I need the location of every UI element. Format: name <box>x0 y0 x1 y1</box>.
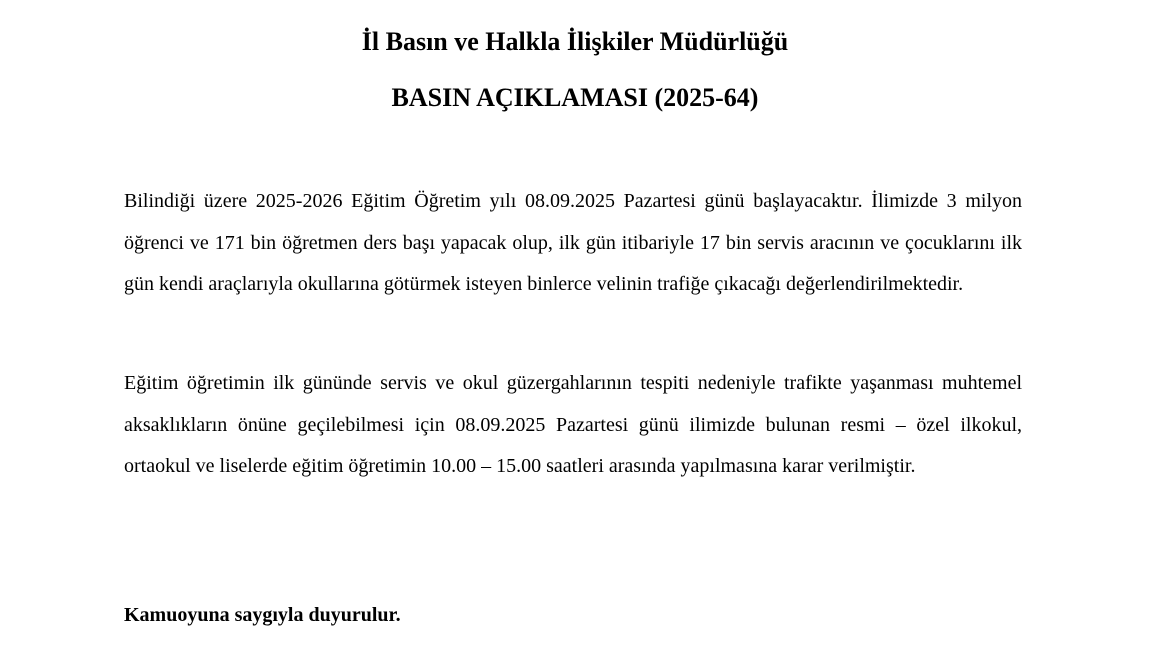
closing-statement: Kamuoyuna saygıyla duyurulur. <box>124 604 401 626</box>
body-paragraph-1: Bilindiği üzere 2025-2026 Eğitim Öğretim yılı 08.09.2025 Pazartesi günü başlayacaktır. İlimizde 3 milyon öğrenci ve 171 bin öğretmen ders başı yapacak olup, ilk gün itibariyle 17 bin servis aracının ve çocuklarını ilk gün kendi araçlarıyla okullarına götürmek isteyen binlerce velinin trafiğe çıkacağı değerlendirilmektedir. <box>124 190 1022 295</box>
body-paragraph-2: Eğitim öğretimin ilk gününde servis ve okul güzergahlarının tespiti nedeniyle trafikte yaşanması muhtemel aksaklıkların önüne geçilebilmesi için 08.09.2025 Pazartesi günü ilimizde bulunan resmi – özel ilkokul, ortaokul ve liselerde eğitim öğretimin 10.00 – 15.00 saatleri arasında yapılmasına karar verilmiştir. <box>124 372 1022 477</box>
press-release-title: BASIN AÇIKLAMASI (2025-64) <box>391 83 759 112</box>
organization-heading: İl Basın ve Halkla İlişkiler Müdürlüğü <box>361 27 789 56</box>
